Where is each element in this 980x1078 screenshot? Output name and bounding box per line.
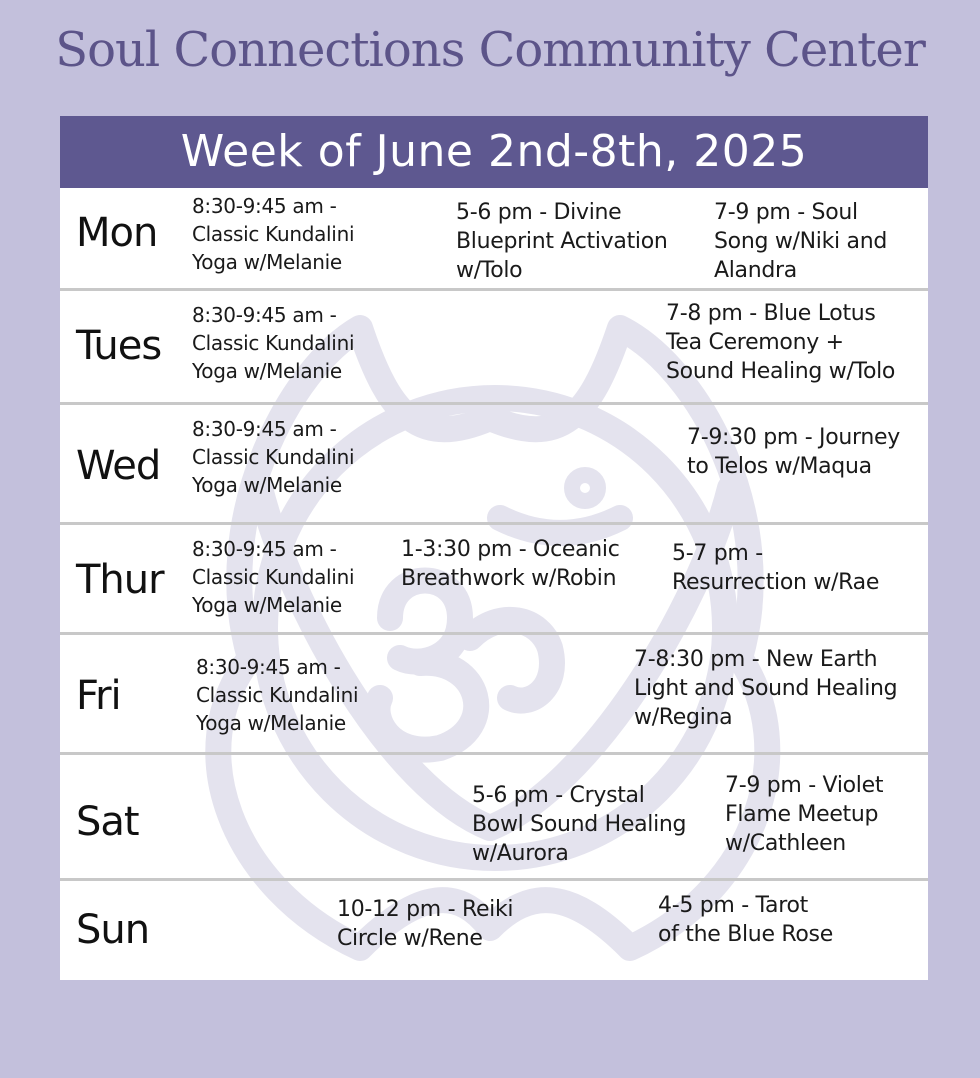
day-label: Sun (76, 907, 150, 953)
event-block: 4-5 pm - Tarot of the Blue Rose (658, 893, 833, 947)
event-block: 7-9 pm - Violet Flame Meetup w/Cathleen (725, 773, 884, 856)
event-block: 1-3:30 pm - Oceanic Breathwork w/Robin (401, 537, 620, 591)
day-label: Tues (76, 323, 162, 369)
day-label: Thur (76, 557, 164, 603)
day-label: Mon (76, 210, 158, 256)
week-heading: Week of June 2nd-8th, 2025 (60, 116, 928, 188)
event-block: 5-7 pm - Resurrection w/Rae (672, 541, 880, 595)
day-row-tues (60, 288, 928, 402)
day-row-sat (60, 752, 928, 878)
event-block: 7-8:30 pm - New Earth Light and Sound Healing w/Regina (634, 647, 898, 730)
event-block: 8:30-9:45 am - Classic Kundalini Yoga w/Melanie (192, 417, 355, 497)
event-block: 5-6 pm - Divine Blueprint Activation w/Tolo (456, 200, 668, 283)
event-block: 5-6 pm - Crystal Bowl Sound Healing w/Aurora (472, 783, 687, 866)
event-block: 7-9:30 pm - Journey to Telos w/Maqua (687, 425, 901, 479)
event-block: 8:30-9:45 am - Classic Kundalini Yoga w/Melanie (192, 303, 355, 383)
day-row-mon (60, 188, 928, 288)
event-block: 8:30-9:45 am - Classic Kundalini Yoga w/Melanie (196, 655, 359, 735)
page-title: Soul Connections Community Center (55, 22, 925, 78)
day-label: Sat (76, 799, 139, 845)
day-row-fri (60, 632, 928, 752)
event-block: 7-8 pm - Blue Lotus Tea Ceremony + Sound Healing w/Tolo (666, 301, 896, 384)
event-block: 10-12 pm - Reiki Circle w/Rene (337, 897, 514, 951)
schedule-table (60, 116, 928, 980)
day-row-wed (60, 402, 928, 522)
day-label: Wed (76, 443, 161, 489)
event-block: 8:30-9:45 am - Classic Kundalini Yoga w/Melanie (192, 194, 355, 274)
day-row-thur (60, 522, 928, 632)
event-block: 8:30-9:45 am - Classic Kundalini Yoga w/Melanie (192, 537, 355, 617)
day-row-sun (60, 878, 928, 980)
event-block: 7-9 pm - Soul Song w/Niki and Alandra (714, 200, 888, 283)
day-label: Fri (76, 673, 121, 719)
